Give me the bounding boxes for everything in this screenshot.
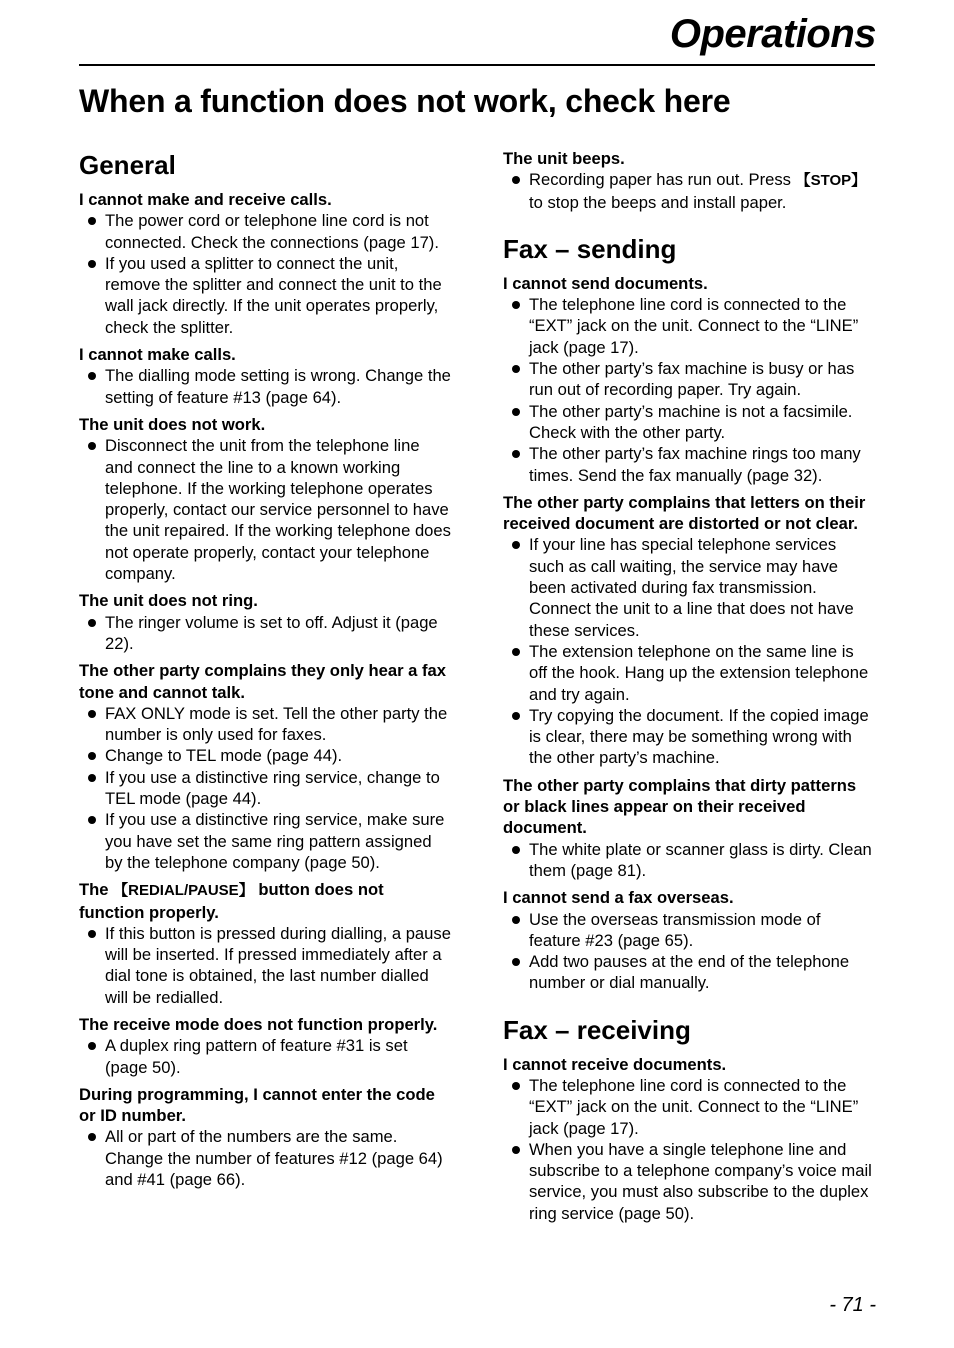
topic-question: I cannot send documents. (503, 273, 708, 293)
topic (79, 879, 451, 1008)
bullet-item: Try copying the document. If the copied image is clear, there may be something wrong with the other party’s machine. (503, 705, 875, 769)
bullet-item (503, 169, 875, 213)
redial-pause-key: 【REDIAL/PAUSE】 (113, 882, 254, 900)
topic-question: The other party complains that dirty patterns or black lines appear on their received document. (503, 775, 857, 838)
topic-question: The unit does not ring. (79, 591, 258, 611)
bullet-list (79, 365, 451, 408)
bullet-list (79, 612, 451, 655)
bullet-list (79, 703, 451, 873)
page-heading: When a function does not work, check here (79, 83, 731, 119)
bullet-item: The extension telephone on the same line is off the hook. Hang up the extension telephone and try again. (503, 641, 875, 705)
page-number: - 71 - (829, 1294, 876, 1316)
bullet-list (503, 169, 875, 213)
topic (503, 273, 875, 486)
header-rule (79, 64, 875, 66)
topic (503, 1054, 875, 1224)
header-title: Operations (669, 12, 876, 56)
topic-question: I cannot make and receive calls. (79, 190, 332, 209)
bullet-item: Use the overseas transmission mode of feature #23 (page 65). (503, 909, 875, 952)
bullet-item: The ringer volume is set to off. Adjust it (page 22). (79, 612, 451, 655)
topic-question: During programming, I cannot enter the code or ID number. (79, 1084, 435, 1126)
topic (79, 344, 451, 408)
bullet-list (503, 294, 875, 486)
topic (79, 660, 451, 873)
bullet-item: When you have a single telephone line and subscribe to a telephone company’s voice mail service, you must also subscribe to the duplex ring service (page 50). (503, 1139, 875, 1224)
bullet-list (79, 210, 451, 338)
bullet-list (79, 435, 451, 584)
bullet-item: The telephone line cord is connected to the “EXT” jack on the unit. Connect to the “LINE” jack (page 17). (503, 294, 875, 358)
topic (503, 775, 875, 881)
topic-question (79, 879, 451, 923)
bullet-item: If you used a splitter to connect the unit, remove the splitter and connect the unit to the wall jack directly. If the unit operates properly, check the splitter. (79, 253, 451, 338)
topic (79, 1014, 451, 1078)
topic (79, 189, 451, 338)
topic (79, 590, 451, 654)
topic-question: I cannot receive documents. (503, 1054, 727, 1074)
section-heading-fax-receiving: Fax – receiving (503, 1014, 691, 1045)
bullet-item: If your line has special telephone services such as call waiting, the service may have been activated during fax transmission. Connect the unit to a line that does not have these services. (503, 534, 875, 640)
stop-key: 【STOP】 (795, 172, 867, 190)
bullet-item: The power cord or telephone line cord is not connected. Check the connections (page 17). (79, 210, 451, 253)
topic-question: I cannot make calls. (79, 345, 236, 365)
topic-question: The other party complains that letters on their received document are distorted or not clear. (503, 492, 866, 534)
section-heading-general: General (79, 150, 176, 180)
topic-question: The unit beeps. (503, 149, 625, 168)
bullet-list (503, 909, 875, 994)
bullet-item: If this button is pressed during dialling, a pause will be inserted. If pressed immediately after a dial tone is obtained, the last number dialled will be redialled. (79, 923, 451, 1008)
topic-question: The receive mode does not function properly. (79, 1014, 438, 1034)
bullet-item: Add two pauses at the end of the telephone number or dial manually. (503, 951, 875, 994)
topic-question: I cannot send a fax overseas. (503, 888, 734, 908)
left-column (79, 148, 451, 1196)
bullet-item: All or part of the numbers are the same. Change the number of features #12 (page 64) and #41 (page 66). (79, 1126, 451, 1190)
topic (503, 492, 875, 769)
topic (503, 887, 875, 993)
topic-question: The other party complains they only hear a fax tone and cannot talk. (79, 661, 447, 702)
item-text: Recording paper has run out. Press (529, 170, 796, 190)
bullet-list (79, 923, 451, 1008)
item-text: to stop the beeps and install paper. (529, 192, 787, 212)
bullet-list (503, 1075, 875, 1224)
topic (503, 148, 875, 213)
right-column (503, 148, 875, 1230)
section-heading-fax-sending: Fax – sending (503, 233, 677, 264)
bullet-item: The white plate or scanner glass is dirty. Clean them (page 81). (503, 839, 875, 882)
bullet-item: If you use a distinctive ring service, change to TEL mode (page 44). (79, 767, 451, 810)
bullet-item: The other party’s fax machine rings too many times. Send the fax manually (page 32). (503, 443, 875, 486)
bullet-item: Change to TEL mode (page 44). (79, 745, 451, 766)
bullet-item: FAX ONLY mode is set. Tell the other party the number is only used for faxes. (79, 703, 451, 746)
bullet-item: Disconnect the unit from the telephone line and connect the line to a known working telephone. If the working telephone operates properly, contact our service personnel to have the unit repaired. If the working telephone does not operate properly, contact your telephone company. (79, 435, 451, 584)
topic-question: The unit does not work. (79, 414, 266, 434)
bullet-list (503, 534, 875, 768)
bullet-item: The other party’s machine is not a facsimile. Check with the other party. (503, 401, 875, 444)
bullet-list (503, 839, 875, 882)
bullet-item: The dialling mode setting is wrong. Change the setting of feature #13 (page 64). (79, 365, 451, 408)
question-text: button does not function properly. (79, 880, 384, 922)
bullet-item: A duplex ring pattern of feature #31 is set (page 50). (79, 1035, 451, 1078)
question-text: The (79, 880, 114, 900)
topic (79, 414, 451, 584)
bullet-item: The telephone line cord is connected to the “EXT” jack on the unit. Connect to the “LINE” jack (page 17). (503, 1075, 875, 1139)
bullet-item: The other party’s fax machine is busy or has run out of recording paper. Try again. (503, 358, 875, 401)
topic (79, 1084, 451, 1190)
bullet-list (79, 1035, 451, 1078)
bullet-list (79, 1126, 451, 1190)
bullet-item: If you use a distinctive ring service, make sure you have set the same ring pattern assigned by the telephone company (page 50). (79, 809, 451, 873)
